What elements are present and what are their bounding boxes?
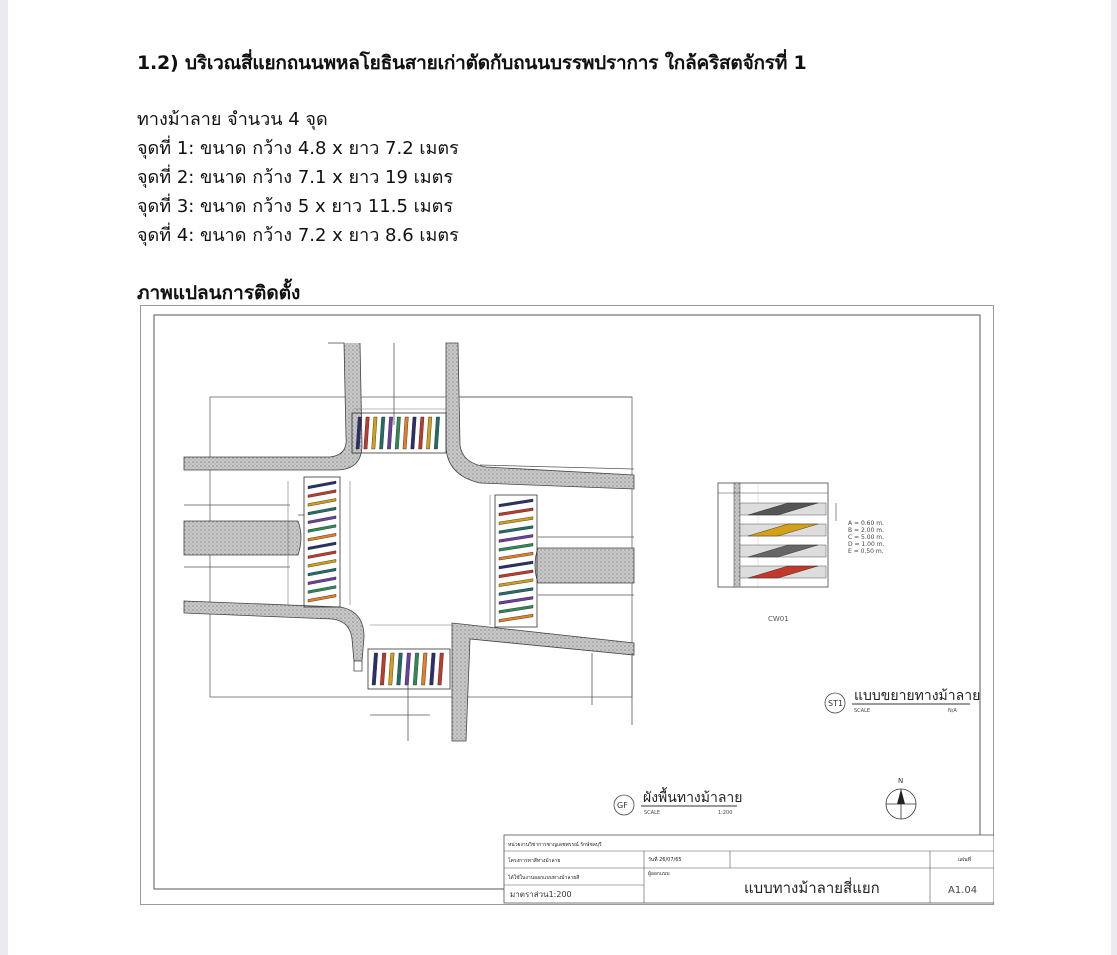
svg-text:N/A: N/A: [948, 708, 957, 714]
crosswalk-details: [137, 105, 459, 250]
dim-b: B = 2.00 m.: [848, 527, 884, 534]
dim-a: A = 0.60 m.: [848, 520, 884, 527]
installation-plan-drawing: [140, 305, 994, 905]
crosswalk-count: ทางม้าลาย จำนวน 4 จุด: [137, 109, 328, 130]
detail-dimensions: [848, 520, 885, 555]
plan-tag: GF: [617, 801, 628, 810]
point-2: จุดที่ 2: ขนาด กว้าง 7.1 x ยาว 19 เมตร: [137, 167, 454, 188]
svg-text:N: N: [898, 777, 904, 785]
plan-heading: ภาพแปลนการติดตั้ง: [137, 282, 301, 304]
drawing-title: แบบทางม้าลายสี่แยก: [744, 879, 880, 897]
detail-title: แบบขยายทางม้าลาย: [854, 688, 981, 704]
sheet-number: A1.04: [948, 885, 978, 896]
point-4: จุดที่ 4: ขนาด กว้าง 7.2 x ยาว 8.6 เมตร: [137, 225, 459, 246]
title-designer: ผู้ออกแบบ: [648, 871, 670, 877]
detail-code: CW01: [768, 615, 789, 623]
plan-svg: [140, 305, 994, 905]
sheet-title-block: [504, 835, 994, 903]
svg-text:1:200: 1:200: [718, 810, 733, 816]
plan-title: ผังพื้นทางม้าลาย: [643, 790, 743, 806]
dim-e: E = 0.50 m.: [848, 548, 884, 555]
detail-tag: ST1: [828, 699, 844, 708]
title-org: หน่วยงานวิชาการชาญเดชพรรณ์ รักษ์ชลบุรี: [508, 842, 602, 848]
point-3: จุดที่ 3: ขนาด กว้าง 5 x ยาว 11.5 เมตร: [137, 196, 454, 217]
dim-c: C = 5.00 m.: [848, 534, 885, 541]
svg-text:SCALE: SCALE: [644, 810, 661, 816]
section-heading: 1.2) บริเวณสี่แยกถนนพหลโยธินสายเก่าตัดกับถนนบรรพปราการ ใกล้คริสตจักรที่ 1: [137, 52, 807, 74]
point-1: จุดที่ 1: ขนาด กว้าง 4.8 x ยาว 7.2 เมตร: [137, 138, 459, 159]
title-date: วันที่ 26/07/65: [648, 857, 682, 863]
title-scale: มาตราส่วน1:200: [510, 890, 572, 899]
dim-d: D = 1.00 m.: [848, 541, 885, 548]
title-sheet-label: แผ่นที่: [958, 857, 971, 863]
title-project: โครงการทาสีทางม้าลาย: [508, 858, 561, 864]
svg-text:SCALE: SCALE: [854, 708, 871, 714]
title-location: ได้ใช้ในงานออกแบบทางม้าลายสี: [508, 875, 580, 881]
